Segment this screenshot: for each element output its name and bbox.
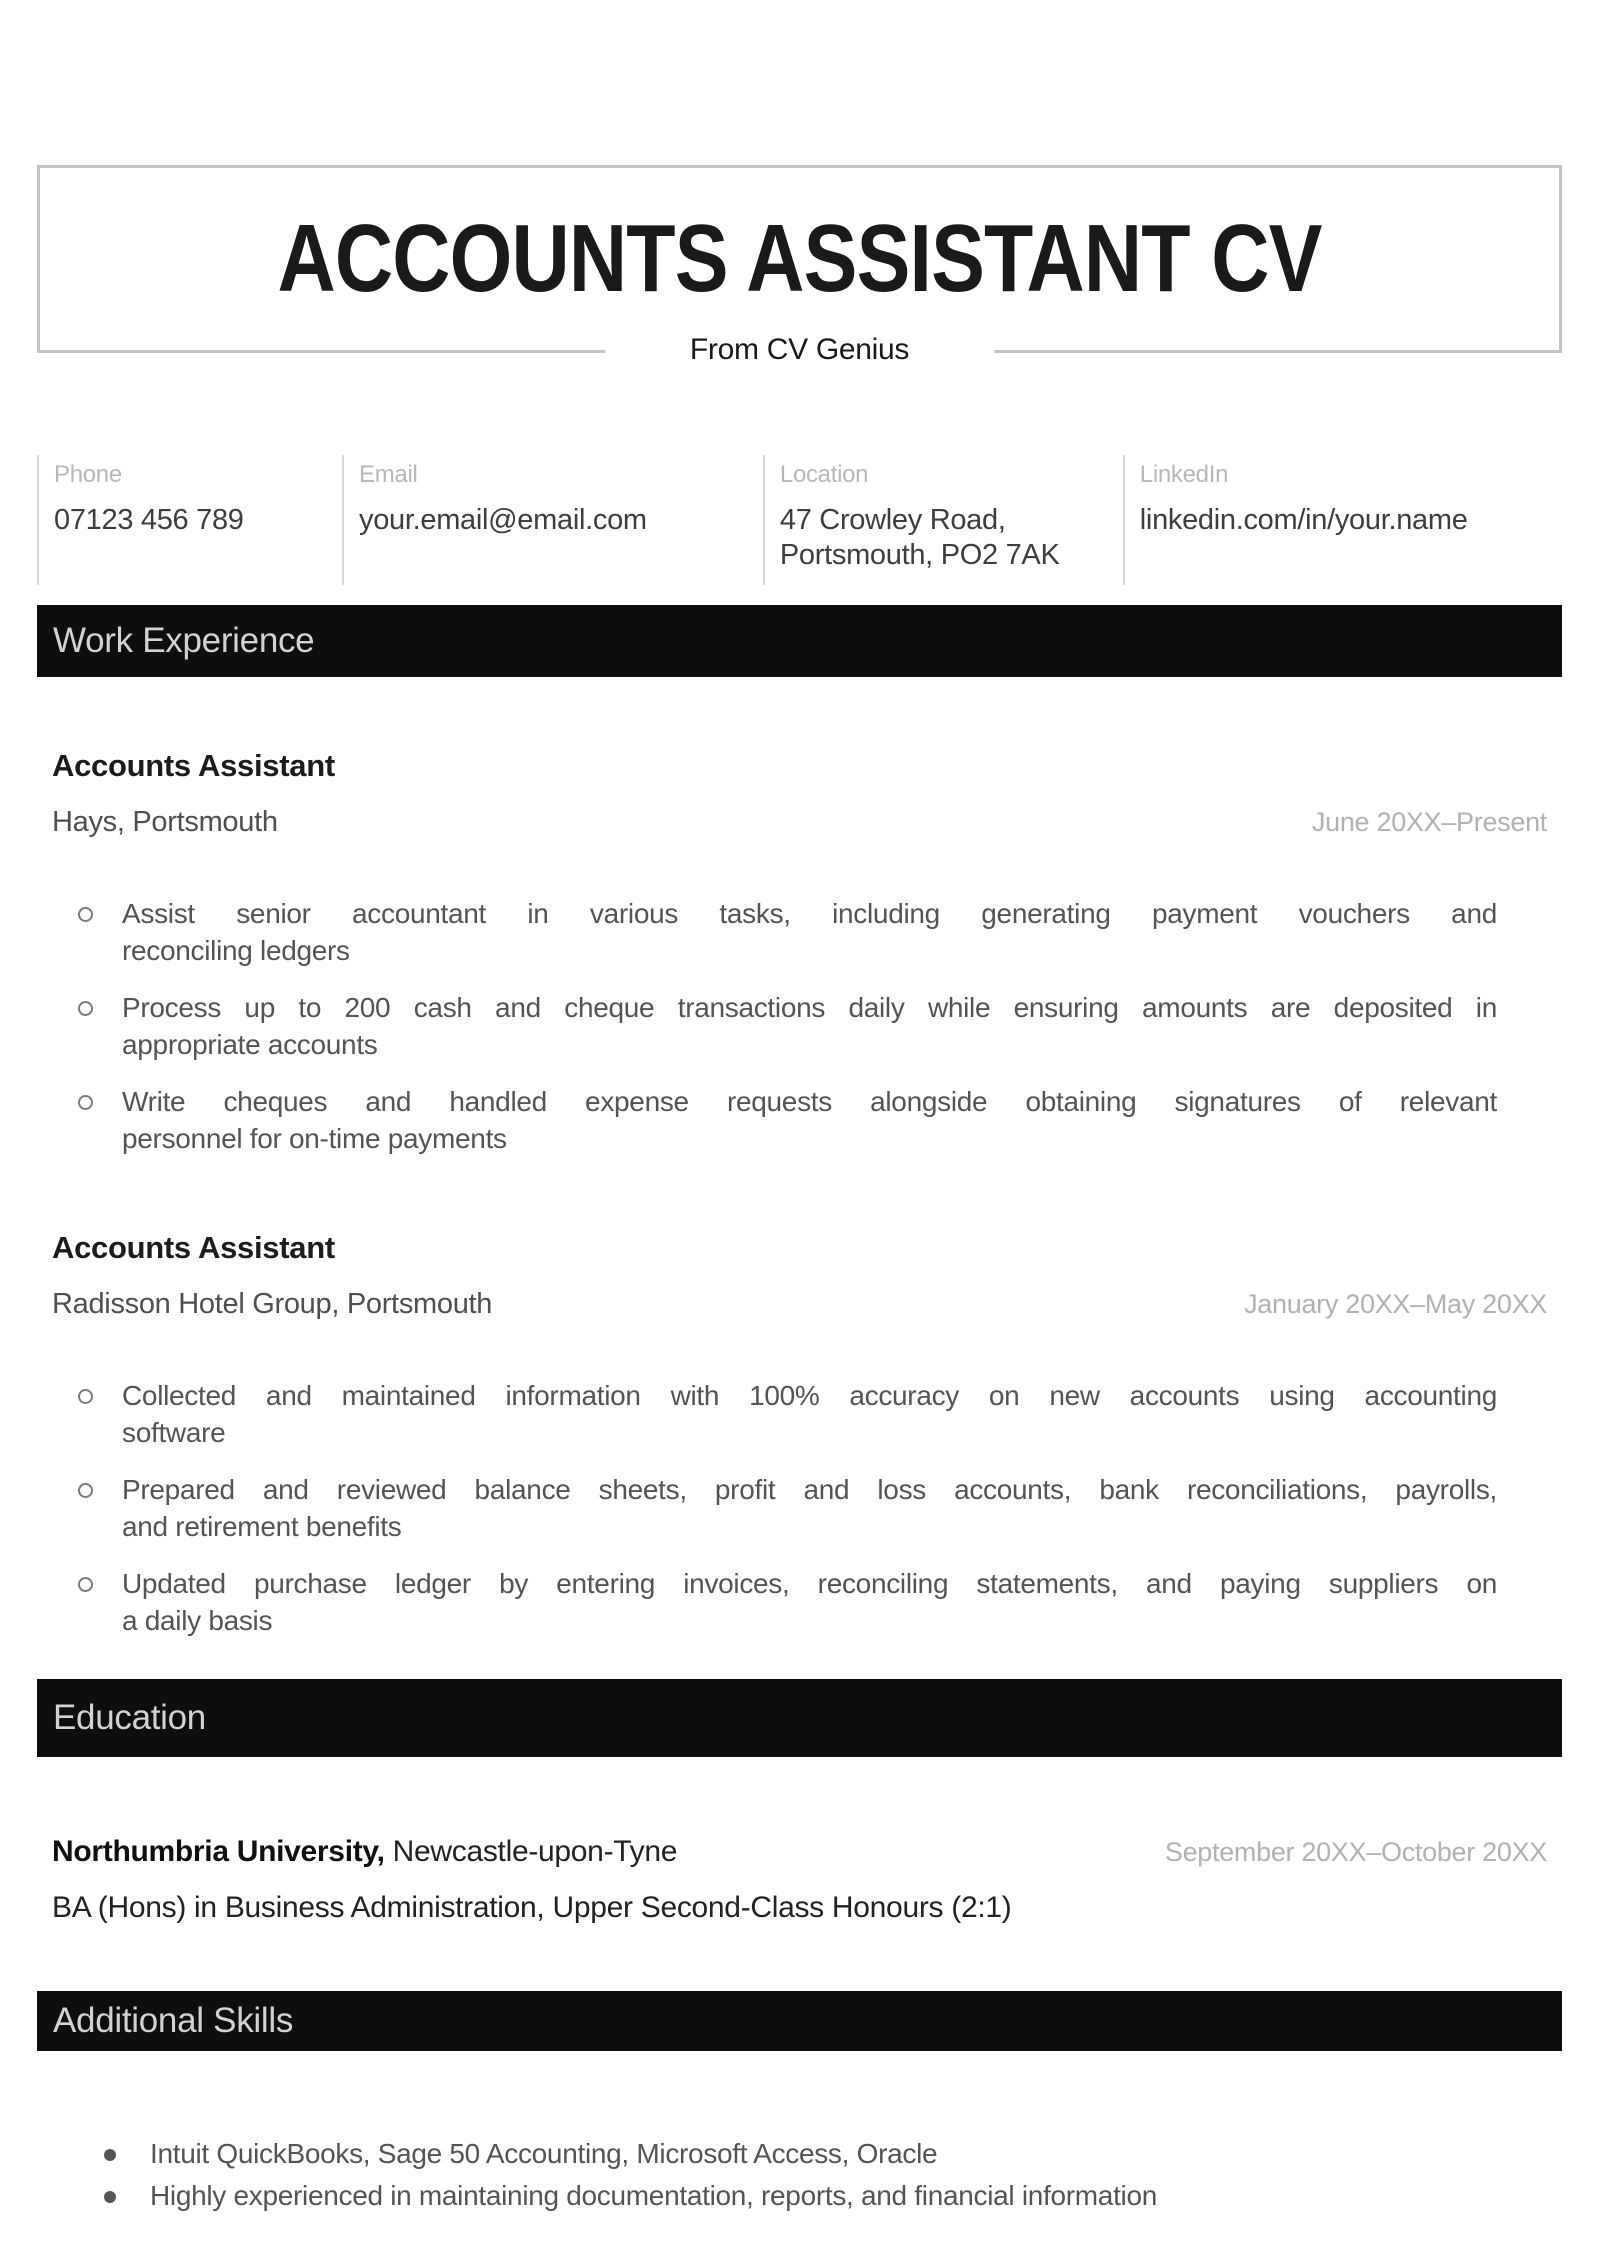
skill-item: Intuit QuickBooks, Sage 50 Accounting, Microsoft Access, Oracle — [150, 2135, 1497, 2173]
bullet-line: a daily basis — [122, 1605, 273, 1636]
job-entry-radisson — [37, 1229, 1562, 1639]
job-title: Accounts Assistant — [52, 748, 335, 783]
job-meta-row — [37, 1285, 1562, 1323]
education-degree: BA (Hons) in Business Administration, Upper Second-Class Honours (2:1) — [52, 1891, 1012, 1924]
bullet-line: Updated purchase ledger by entering invoices, reconciling statements, and paying suppliers on — [122, 1568, 1497, 1599]
contact-email-value: your.email@email.com — [359, 504, 647, 536]
job-bullet — [122, 1083, 1497, 1157]
job-meta-row — [37, 803, 1562, 841]
job-company: Hays, Portsmouth — [52, 806, 278, 838]
contact-location — [763, 455, 1123, 585]
job-bullet — [122, 1565, 1497, 1639]
job-bullet — [122, 989, 1497, 1063]
job-dates: January 20XX–May 20XX — [1244, 1289, 1547, 1319]
job-bullet — [122, 895, 1497, 969]
contact-location-line2: Portsmouth, PO2 7AK — [779, 539, 1060, 571]
bullet-line: appropriate accounts — [122, 1029, 378, 1060]
job-bullet-list — [37, 1377, 1497, 1639]
bullet-line: Prepared and reviewed balance sheets, profit and loss accounts, bank reconciliations, payrolls, — [122, 1474, 1497, 1505]
section-header-education: Education — [37, 1679, 1562, 1757]
page-title: ACCOUNTS ASSISTANT CV — [277, 205, 1322, 312]
skills-list — [37, 2135, 1497, 2215]
title-box — [37, 165, 1562, 366]
bullet-line: reconciling ledgers — [122, 935, 350, 966]
subtitle: From CV Genius — [605, 332, 994, 368]
job-entry-hays — [37, 747, 1562, 1157]
bullet-line: Collected and maintained information with 100% accuracy on new accounts using accounting — [122, 1380, 1497, 1411]
bullet-line: Process up to 200 cash and cheque transactions daily while ensuring amounts are deposited in — [122, 992, 1497, 1023]
education-school-line — [52, 1833, 677, 1871]
bullet-line: personnel for on-time payments — [122, 1123, 507, 1154]
job-bullet — [122, 1471, 1497, 1545]
bullet-line: and retirement benefits — [122, 1511, 402, 1542]
job-title: Accounts Assistant — [52, 1230, 335, 1265]
bullet-line: Assist senior accountant in various tasks, including generating payment vouchers and — [122, 898, 1497, 929]
job-dates: June 20XX–Present — [1311, 807, 1547, 837]
contact-location-value — [780, 503, 1113, 573]
job-bullet-list — [37, 895, 1497, 1157]
contact-email — [342, 455, 763, 585]
contact-linkedin — [1123, 455, 1562, 585]
cv-content — [37, 165, 1562, 2215]
job-title-row — [37, 747, 1562, 785]
contact-bar — [37, 455, 1562, 585]
contact-linkedin-label: LinkedIn — [1139, 461, 1229, 488]
contact-location-label: Location — [779, 461, 869, 488]
education-location: Newcastle-upon-Tyne — [392, 1835, 678, 1868]
section-header-additional-skills: Additional Skills — [37, 1991, 1562, 2051]
bullet-line: software — [122, 1417, 226, 1448]
education-entry — [37, 1833, 1562, 1871]
job-title-row — [37, 1229, 1562, 1267]
bullet-line: Write cheques and handled expense requests alongside obtaining signatures of relevant — [122, 1086, 1497, 1117]
job-company: Radisson Hotel Group, Portsmouth — [52, 1288, 493, 1320]
education-dates: September 20XX–October 20XX — [1164, 1837, 1547, 1867]
contact-email-label: Email — [359, 461, 418, 488]
section-header-work-experience: Work Experience — [37, 605, 1562, 677]
job-bullet — [122, 1377, 1497, 1451]
contact-phone-value: 07123 456 789 — [54, 504, 244, 536]
contact-phone-label: Phone — [54, 461, 122, 488]
contact-location-line1: 47 Crowley Road, — [779, 504, 1006, 536]
skill-item: Highly experienced in maintaining documentation, reports, and financial information — [150, 2177, 1497, 2215]
education-school: Northumbria University, — [52, 1835, 385, 1868]
contact-linkedin-value: linkedin.com/in/your.name — [1139, 504, 1468, 536]
contact-phone — [37, 455, 342, 585]
